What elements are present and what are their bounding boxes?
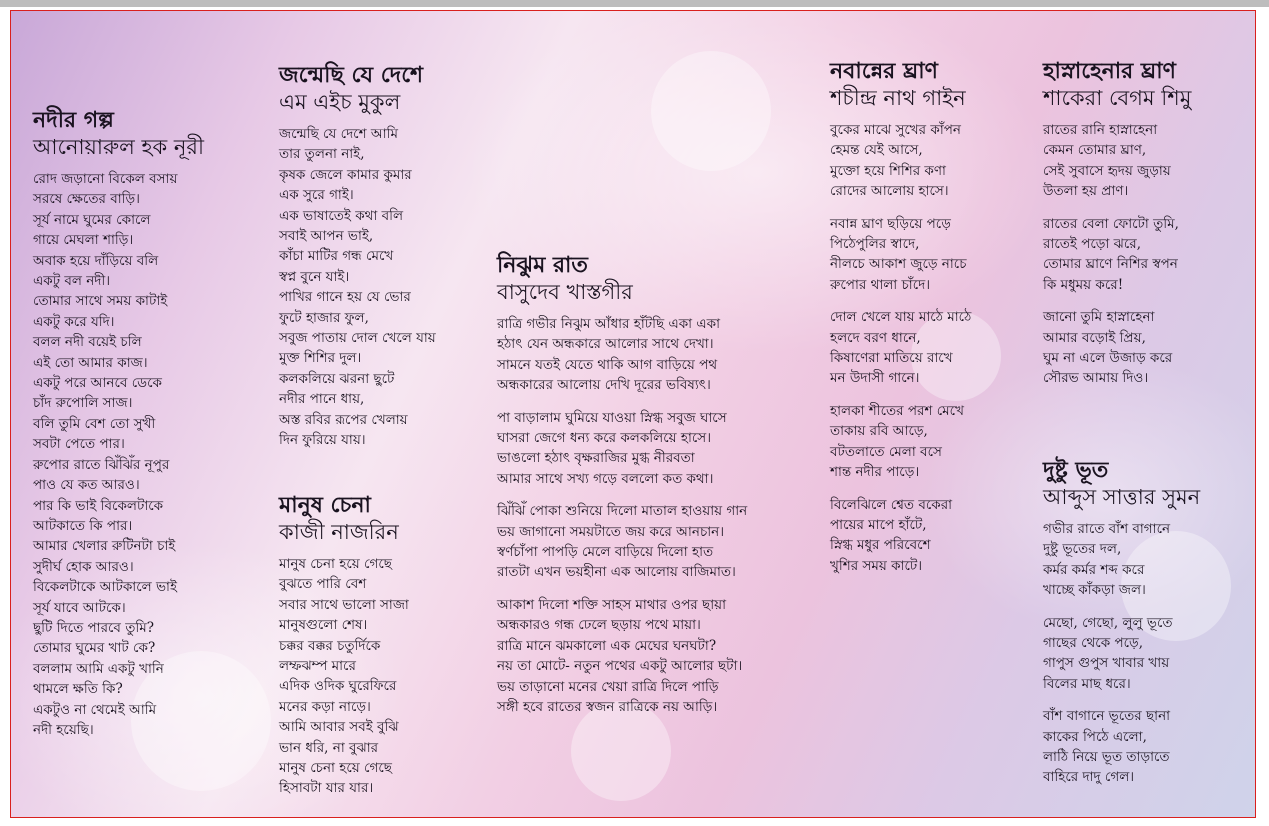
poem-line: জন্মেছি যে দেশে আমি xyxy=(279,126,398,142)
poem-line: পায়ের মাপে হাঁটে, xyxy=(830,516,927,533)
poem-author: এম এইচ মুকুল xyxy=(279,90,401,114)
poem-line: সুদীর্ঘ হোক আরও। xyxy=(33,558,134,575)
poem-line: ভান ধরি, না বুঝার xyxy=(279,739,379,756)
stanza xyxy=(830,401,971,483)
poem-line: সামনে যতই যেতে থাকি আগ বাড়িয়ে পথ xyxy=(497,356,718,373)
stanza xyxy=(1043,120,1191,202)
poem-line: একটুও না থেমেই আমি xyxy=(33,701,157,718)
poem-line: মুক্তো হয়ে শিশির কণা xyxy=(830,162,946,179)
poem-line: লম্ফঝম্প মারে xyxy=(279,658,356,675)
top-edge-bar xyxy=(0,0,1269,7)
poem xyxy=(279,491,409,811)
poem-line: হলদে বরণ ধানে, xyxy=(830,329,921,346)
poem-line: রুপোর রাতে ঝিঁঝিঁর নূপুর xyxy=(33,456,170,473)
poem-author: আনোয়ারুল হক নূরী xyxy=(33,135,204,159)
poem-line: আকাশ দিলো শক্তি সাহস মাথার ওপর ছায়া xyxy=(497,596,726,613)
poem-line: নবান্ন ঘ্রাণ ছড়িয়ে পড়ে xyxy=(830,215,951,232)
poem-line: নদীর পানে ধায়, xyxy=(279,391,365,408)
poem-line: বলল নদী বয়েই চলি xyxy=(33,334,142,351)
poem-line: মানুষ চেনা হয়ে গেছে xyxy=(279,556,392,572)
poem-line: ছুটি দিতে পারবে তুমি? xyxy=(33,619,154,636)
stanza xyxy=(1043,706,1200,788)
poem-line: সেই সুবাসে হৃদয় জুড়ায় xyxy=(1043,162,1171,179)
poem-author: আব্দুস সাত্তার সুমন xyxy=(1043,485,1201,509)
poem-line: স্বর্ণচাঁপা পাপড়ি মেলে বাড়িয়ে দিলো হাত xyxy=(497,544,714,561)
poem-line: জানো তুমি হাস্নাহেনা xyxy=(1043,309,1155,326)
stanza xyxy=(1043,307,1191,389)
poem-line: দিন ফুরিয়ে যায়। xyxy=(279,432,366,449)
stanza xyxy=(1043,214,1191,296)
poem-line: বুঝতে পারি বেশ xyxy=(279,576,367,593)
poem-line: থামলে ক্ষতি কি? xyxy=(33,681,123,698)
stanza xyxy=(1043,519,1200,601)
poem-line: ভাঙলো হঠাৎ বৃক্ষরাজির মুগ্ধ নীরবতা xyxy=(497,450,695,467)
poem-line: এক সুরে গাই। xyxy=(279,187,354,204)
poem-line: রোদের আলোয় হাসে। xyxy=(830,183,949,200)
poetry-page xyxy=(10,10,1256,818)
poem-line: রুপোর থালা চাঁদে। xyxy=(830,276,931,293)
poem-line: স্বপ্ন বুনে যাই। xyxy=(279,268,350,285)
poem xyxy=(33,106,204,752)
poem-line: ঝিঁঝিঁ পোকা শুনিয়ে দিলো মাতাল হাওয়ায় গান xyxy=(497,503,748,520)
stanza xyxy=(497,595,747,717)
poem-line: পাখির গানে হয় যে ভোর xyxy=(279,289,411,306)
stanza xyxy=(279,554,409,799)
poem-line: বাঁশ বাগানে ভূতের ছানা xyxy=(1043,708,1171,725)
poem-line: তার তুলনা নাই, xyxy=(279,146,365,163)
poem-title: নদীর গল্প xyxy=(33,107,114,133)
poem-line: পাও যে কত আরও। xyxy=(33,477,140,494)
poem-line: খাচ্ছে কাঁকড়া জল। xyxy=(1043,582,1146,599)
poem-line: সূর্য নামে ঘুমের কোলে xyxy=(33,211,151,228)
poem-line: কিষাণেরা মাতিয়ে রাখে xyxy=(830,350,953,367)
poem-line: বললাম আমি একটু খানি xyxy=(33,660,164,677)
poem-line: সরষে ক্ষেতের বাড়ি। xyxy=(33,191,140,208)
poem-line: সঙ্গী হবে রাতের স্বজন রাত্রিকে নয় আড়ি। xyxy=(497,698,718,715)
poem-line: উতলা হয় প্রাণ। xyxy=(1043,183,1129,200)
poem-line: বুকের মাঝে সুখের কাঁপন xyxy=(830,122,961,138)
poem-line: রোদ জড়ানো বিকেল বসায় xyxy=(33,171,178,187)
poem-line: হালকা শীতের পরশ মেখে xyxy=(830,402,964,419)
poem-line: কর্মর কর্মর শব্দ করে xyxy=(1043,561,1145,578)
bokeh-light xyxy=(651,51,771,171)
stanza xyxy=(33,169,204,740)
poem-line: ঘাসরা জেগে ধন্য করে কলকলিয়ে হাসে। xyxy=(497,430,712,447)
poem-line: কাকের পিঠে এলো, xyxy=(1043,728,1147,745)
poem xyxy=(279,61,436,463)
poem xyxy=(497,251,747,729)
poem-line: তাকায় রবি আড়ে, xyxy=(830,423,928,440)
poem-line: হঠাৎ যেন অন্ধকারে আলোর সাথে দেখা। xyxy=(497,336,714,353)
poem-line: মন উদাসী গানে। xyxy=(830,370,920,387)
poem-line: কেমন তোমার ঘ্রাণ, xyxy=(1043,142,1147,159)
poem-line: রাতটা এখন ভয়হীনা এক আলোয় বাজিমাত। xyxy=(497,564,736,581)
poem-line: সবুজ পাতায় দোল খেলে যায় xyxy=(279,330,436,347)
poem-line: তোমার সাথে সময় কাটাই xyxy=(33,293,168,310)
stanza xyxy=(830,495,971,577)
poem-line: পিঠেপুলির স্বাদে, xyxy=(830,236,920,253)
poem-line: অবাক হয়ে দাঁড়িয়ে বলি xyxy=(33,252,159,269)
poem-line: কৃষক জেলে কামার কুমার xyxy=(279,166,412,183)
poem-line: কলকলিয়ে ঝরনা ছুটে xyxy=(279,370,395,387)
poem-line: রাতের রানি হাস্নাহেনা xyxy=(1043,122,1158,138)
poem-line: অন্ধকারও গন্ধ ঢেলে ছড়ায় পথে মায়া। xyxy=(497,617,701,634)
poem-line: কাঁচা মাটির গন্ধ মেখে xyxy=(279,248,394,265)
poem-line: ঘুম না এলে উজাড় করে xyxy=(1043,350,1173,367)
poem-line: মানুষগুলো শেষ। xyxy=(279,617,368,634)
poem-line: সবটা পেতে পার। xyxy=(33,436,125,453)
poem-line: একটু পরে আনবে ডেকে xyxy=(33,375,162,392)
stanza xyxy=(1043,613,1200,695)
poem-line: সৌরভ আমায় দিও। xyxy=(1043,370,1149,387)
poem-line: কি মধুময় করে! xyxy=(1043,276,1124,293)
poem-line: এক ভাষাতেই কথা বলি xyxy=(279,207,404,224)
poem-author: বাসুদেব খাস্তগীর xyxy=(497,280,633,304)
stanza xyxy=(497,501,747,583)
poem-line: তোমার ঘ্রাণে নিশির স্বপন xyxy=(1043,256,1178,273)
poem-line: আমি আবার সবই বুঝি xyxy=(279,719,399,736)
poem-author: শাকেরা বেগম শিমু xyxy=(1043,86,1192,110)
poem-line: সূর্য যাবে আটকে। xyxy=(33,599,126,616)
poem-title: মানুষ চেনা xyxy=(279,492,371,518)
poem-line: শান্ত নদীর পাড়ে। xyxy=(830,464,920,481)
poem-line: পার কি ভাই বিকেলটাকে xyxy=(33,497,164,514)
poem-line: গভীর রাতে বাঁশ বাগানে xyxy=(1043,521,1171,537)
poem-line: একটু বল নদী। xyxy=(33,273,111,290)
poem-line: অস্ত রবির রূপের খেলায় xyxy=(279,411,408,428)
poem-line: নদী হয়েছি। xyxy=(33,721,94,738)
poem-line: চাঁদ রুপোলি সাজ। xyxy=(33,395,133,412)
stanza xyxy=(830,214,971,296)
poem-line: হেমন্ত যেই আসে, xyxy=(830,142,923,159)
poem-line: গাপুস গুপুস খাবার খায় xyxy=(1043,655,1170,672)
poem-line: গাছের থেকে পড়ে, xyxy=(1043,635,1143,652)
stanza xyxy=(279,124,436,451)
poem-line: একটু করে যদি। xyxy=(33,313,115,330)
poem-line: মেছো, গেছো, লুলু ভূতে xyxy=(1043,614,1173,631)
poem-line: সবাই আপন ভাই, xyxy=(279,228,374,245)
poem-line: নীলচে আকাশ জুড়ে নাচে xyxy=(830,256,967,273)
poem-line: মুক্ত শিশির দুল। xyxy=(279,350,362,367)
poem-line: বটতলাতে মেলা বসে xyxy=(830,443,942,460)
poem-line: ভয় তাড়ানো মনের খেয়া রাত্রি দিলে পাড়ি xyxy=(497,678,719,695)
poem-line: চক্কর বক্কর চতুর্দিকে xyxy=(279,637,381,654)
poem xyxy=(1043,57,1191,401)
poem-line: বাহিরে দাদু গেল। xyxy=(1043,769,1135,786)
stanza xyxy=(830,307,971,389)
poem-line: এই তো আমার কাজ। xyxy=(33,354,148,371)
poem-line: হিসাবটা যার যার। xyxy=(279,780,374,797)
poem-line: আমার বড়োই প্রিয়, xyxy=(1043,329,1146,346)
poem-line: দুষ্টু ভূতের দল, xyxy=(1043,541,1122,558)
poem-line: লাঠি নিয়ে ভূত তাড়াতে xyxy=(1043,749,1170,766)
poem-line: বিকেলটাকে আটকালে ভাই xyxy=(33,579,177,596)
poem-line: গায়ে মেঘলা শাড়ি। xyxy=(33,232,134,249)
poem-line: আটকাতে কি পার। xyxy=(33,517,133,534)
poem-title: দুষ্টু ভূত xyxy=(1043,457,1109,483)
poem-title: জন্মেছি যে দেশে xyxy=(279,62,424,88)
poem-line: তোমার ঘুমের খাট কে? xyxy=(33,640,156,657)
poem-line: অন্ধকারের আলোয় দেখি দূরের ভবিষ্যৎ। xyxy=(497,377,711,394)
stanza xyxy=(497,408,747,490)
poem-line: ফুটে হাজার ফুল, xyxy=(279,309,369,326)
poem-line: রাতের বেলা ফোটো তুমি, xyxy=(1043,215,1179,232)
poem xyxy=(830,57,971,588)
poem-title: হাস্নাহেনার ঘ্রাণ xyxy=(1043,58,1176,84)
poem-line: মনের কড়া নাড়ে। xyxy=(279,698,371,715)
poem-line: পা বাড়ালাম ঘুমিয়ে যাওয়া স্নিগ্ধ সবুজ ঘাসে xyxy=(497,409,727,426)
poem-line: বিলের মাছ ধরে। xyxy=(1043,675,1131,692)
stanza xyxy=(497,314,747,396)
poem-line: আমার খেলার রুটিনটা চাই xyxy=(33,538,176,555)
poem-line: রাত্রি মানে ঝমকালো এক মেঘের ঘনঘটা? xyxy=(497,637,717,654)
poem-line: এদিক ওদিক ঘুরেফিরে xyxy=(279,678,397,695)
poem xyxy=(1043,456,1200,800)
poem-line: রাত্রি গভীর নিঝুম আঁধার হাঁটছি একা একা xyxy=(497,316,721,332)
poem-line: ভয় জাগানো সময়টাতে জয় করে আনচান। xyxy=(497,523,725,540)
poem-line: দোল খেলে যায় মাঠে মাঠে xyxy=(830,309,972,326)
poem-line: মানুষ চেনা হয়ে গেছে xyxy=(279,760,392,777)
poem-line: বিলেঝিলে শ্বেত বকেরা xyxy=(830,496,953,513)
poem-author: কাজী নাজরিন xyxy=(279,520,399,544)
stanza xyxy=(830,120,971,202)
poem-title: নবান্নের ঘ্রাণ xyxy=(830,58,938,84)
poem-title: নিঝুম রাত xyxy=(497,252,588,278)
poem-line: খুশির সময় কাটে। xyxy=(830,557,923,574)
poem-line: স্নিগ্ধ মধুর পরিবেশে xyxy=(830,537,931,554)
poem-line: রাতেই পড়ো ঝরে, xyxy=(1043,236,1141,253)
poem-line: নয় তা মোটে- নতুন পথের একটু আলোর ছটা। xyxy=(497,658,743,675)
poem-line: সবার সাথে ভালো সাজা xyxy=(279,596,409,613)
poem-line: আমার সাথে সখ্য গড়ে বললো কত কথা। xyxy=(497,470,714,487)
poem-author: শচীন্দ্র নাথ গাইন xyxy=(830,86,966,110)
poem-line: বলি তুমি বেশ তো সুখী xyxy=(33,415,156,432)
